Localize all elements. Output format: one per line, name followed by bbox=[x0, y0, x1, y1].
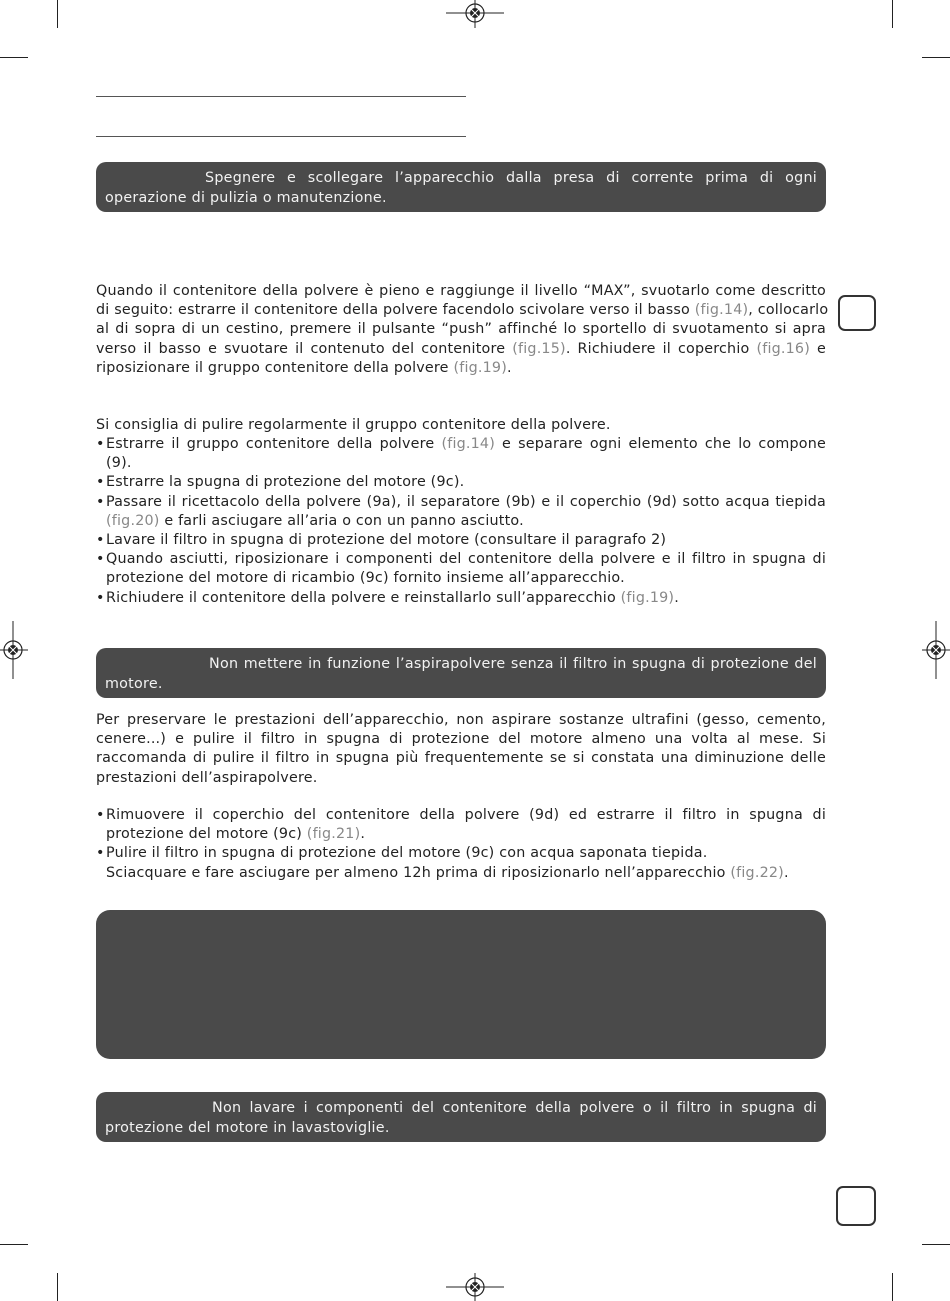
warning-text: Non lavare i componenti del contenitore della polvere o il filtro in spugna di protezione del motore in lavastoviglie. bbox=[105, 1100, 817, 1136]
list-item: • Passare il ricettacolo della polvere (9a), il separatore (9b) e il coperchio (9d) sotto acqua tiepida (fig.20) e farli asciugare all’aria o con un panno asciutto. bbox=[96, 493, 826, 531]
warning-box-filter bbox=[96, 648, 826, 698]
crop-mark-top-left-h bbox=[0, 57, 28, 58]
figure-reference: (fig.22) bbox=[730, 864, 784, 881]
list-item: • Estrarre la spugna di protezione del motore (9c). bbox=[96, 473, 826, 492]
filter-steps-list bbox=[96, 806, 826, 883]
registration-mark-left-icon bbox=[0, 621, 28, 679]
crop-mark-bottom-right-v bbox=[892, 1273, 893, 1301]
warning-text: Spegnere e scollegare l’apparecchio dalla presa di corrente prima di ogni operazione di pulizia o manutenzione. bbox=[105, 170, 817, 206]
text-line: prestazioni dell’aspirapolvere. bbox=[96, 769, 318, 786]
registration-mark-right-icon bbox=[922, 621, 950, 679]
figure-reference: (fig.19) bbox=[453, 359, 508, 376]
text-line: raccomanda di pulire il filtro in spugna più frequentemente se si constata una diminuzione delle bbox=[96, 750, 826, 767]
warning-text: Non mettere in funzione l’aspirapolvere senza il filtro in spugna di protezione del motore. bbox=[105, 656, 817, 692]
language-tab bbox=[838, 295, 876, 331]
text-line: Quando il contenitore della polvere è pieno e raggiunge il livello “MAX”, svuotarlo come descritto bbox=[96, 283, 826, 299]
page-number-tab bbox=[836, 1186, 876, 1226]
header-rule-2 bbox=[96, 136, 466, 137]
figure-reference: (fig.14) bbox=[694, 302, 749, 319]
list-item: • Rimuovere il coperchio del contenitore della polvere (9d) ed estrarre il filtro in spugna di protezione del motore (9c) (fig.21). bbox=[96, 806, 826, 844]
text-line: verso il basso e svuotare il contenuto del contenitore (fig.15). Richiudere il coperchio (fig.16) e bbox=[96, 340, 826, 357]
text-line: di seguito: estrarre il contenitore della polvere facendolo scivolare verso il basso (fig.14), collocarlo bbox=[96, 302, 829, 319]
filter-paragraph bbox=[96, 711, 826, 788]
crop-mark-top-left-v bbox=[57, 0, 58, 28]
figure-reference: (fig.20) bbox=[106, 512, 160, 529]
figure-reference: (fig.14) bbox=[441, 436, 496, 452]
list-item: • Lavare il filtro in spugna di protezione del motore (consultare il paragrafo 2) bbox=[96, 531, 826, 550]
list-item: • Richiudere il contenitore della polvere e reinstallarlo sull’apparecchio (fig.19). bbox=[96, 589, 826, 608]
figure-reference: (fig.19) bbox=[620, 589, 675, 606]
warning-box-power bbox=[96, 162, 826, 212]
crop-mark-bottom-left-v bbox=[57, 1273, 58, 1301]
text-line: riposizionare il gruppo contenitore della polvere (fig.19). bbox=[96, 359, 512, 376]
figure-reference: (fig.15) bbox=[512, 340, 566, 357]
list-item: • Estrarre il gruppo contenitore della polvere (fig.14) e separare ogni elemento che lo compone (9). bbox=[96, 435, 826, 473]
text-line: cenere...) e pulire il filtro in spugna di protezione del motore almeno una volta al mese. Si bbox=[96, 731, 826, 748]
cleaning-steps-list bbox=[96, 435, 826, 608]
crop-mark-top-right-v bbox=[892, 0, 893, 28]
crop-mark-top-right-h bbox=[922, 57, 950, 58]
registration-mark-top-icon bbox=[446, 0, 504, 28]
crop-mark-bottom-left-h bbox=[0, 1244, 28, 1245]
figure-reference: (fig.16) bbox=[756, 340, 811, 357]
header-rule-1 bbox=[96, 96, 466, 97]
figure-reference: (fig.21) bbox=[306, 826, 361, 843]
registration-mark-bottom-icon bbox=[446, 1273, 504, 1301]
text-line: Per preservare le prestazioni dell’apparecchio, non aspirare sostanze ultrafini (gesso, cemento, bbox=[96, 712, 826, 728]
list-item: • Quando asciutti, riposizionare i componenti del contenitore della polvere e il filtro in spugna di protezione del motore di ricambio (9c) fornito insieme all’apparecchio. bbox=[96, 550, 826, 588]
cleaning-intro: Si consiglia di pulire regolarmente il gruppo contenitore della polvere. bbox=[96, 417, 611, 433]
info-panel bbox=[96, 910, 826, 1059]
text-line: al di sopra di un cestino, premere il pulsante “push” affinché lo sportello di svuotamento si apra bbox=[96, 321, 826, 338]
warning-box-dishwasher bbox=[96, 1092, 826, 1142]
crop-mark-bottom-right-h bbox=[922, 1244, 950, 1245]
emptying-paragraph bbox=[96, 282, 829, 378]
list-item: • Pulire il filtro in spugna di protezione del motore (9c) con acqua saponata tiepida. Sciacquare e fare asciugare per almeno 12h prima di riposizionarlo nell’apparecchio (fig.22). bbox=[96, 844, 826, 882]
